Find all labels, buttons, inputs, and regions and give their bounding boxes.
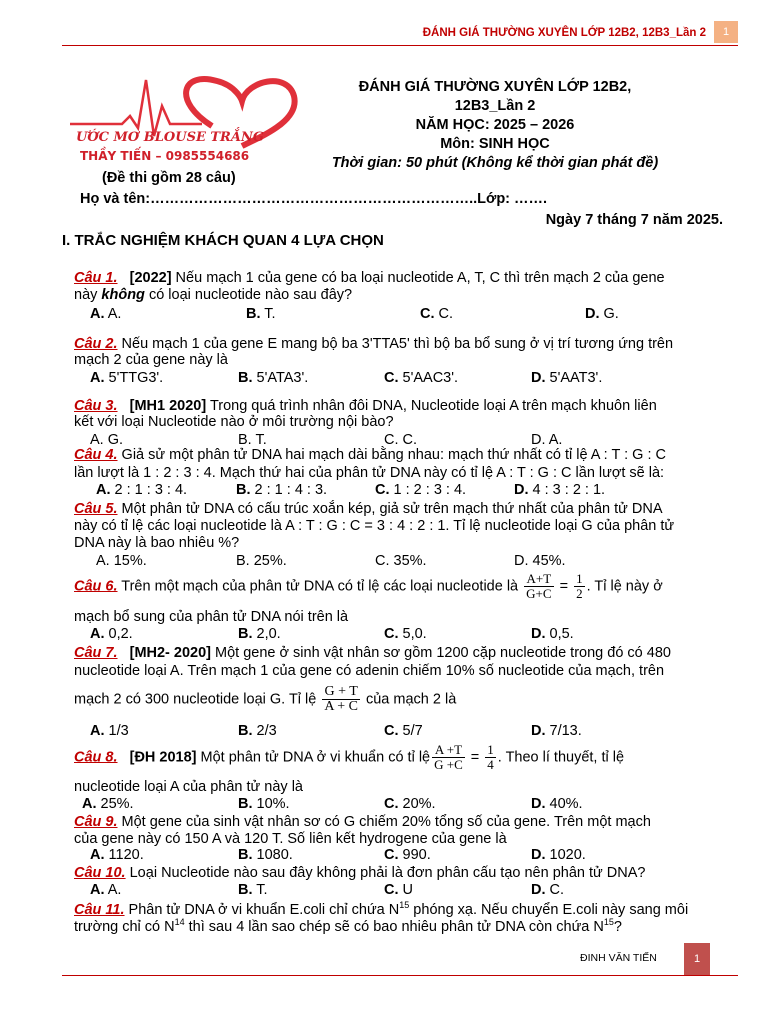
superscript: 14 <box>174 917 185 927</box>
question-text: ? <box>613 918 622 935</box>
fraction: $\frac{1}{4}$ <box>487 742 494 772</box>
question-5-line3: DNA này là bao nhiêu %? <box>74 535 240 551</box>
option-a[interactable]: A. A. <box>90 306 122 322</box>
option-a[interactable]: A. 25%. <box>82 796 134 812</box>
header-page-number: 1 <box>714 21 738 43</box>
question-tag: [MH2- 2020] <box>129 645 211 661</box>
question-text: Một gene của sinh vật nhân sơ có G chiếm 20% tổng số của gene. Trên một mạch <box>117 814 651 830</box>
option-d[interactable]: D. C. <box>531 882 565 898</box>
student-info-line: Họ và tên:…………………………………………………………..Lớp: ……. <box>80 191 548 207</box>
question-2-line2: mạch 2 của gene này là <box>74 352 228 368</box>
option-a[interactable]: A. A. <box>90 882 122 898</box>
question-label: Câu 8. <box>74 749 118 766</box>
question-label: Câu 4. <box>74 447 118 463</box>
question-label: Câu 11. <box>74 901 125 918</box>
logo-contact: THẦY TIẾN – 0985554686 <box>80 149 250 163</box>
question-label: Câu 3. <box>74 398 118 414</box>
question-11 <box>74 900 688 918</box>
option-a[interactable]: A. 15%. <box>96 553 147 569</box>
option-b[interactable]: B. 5'ATA3'. <box>238 370 309 386</box>
logo <box>62 66 312 168</box>
option-c[interactable]: C. 35%. <box>375 553 427 569</box>
question-5-line2: này có tỉ lệ các loại nucleotide là A : T : G : C = 3 : 4 : 2 : 1. Tỉ lệ nucleotide loại G của phân tử <box>74 518 675 534</box>
question-label: Câu 9. <box>74 814 118 830</box>
question-text: Trên một mạch của phân tử DNA có tỉ lệ các loại nucleotide là <box>117 578 519 595</box>
question-text: . Theo lí thuyết, tỉ lệ <box>497 749 625 766</box>
option-b[interactable]: B. 25%. <box>236 553 287 569</box>
question-label: Câu 6. <box>74 578 118 595</box>
superscript: 15 <box>399 900 410 910</box>
option-d[interactable]: D. 5'AAT3'. <box>531 370 603 386</box>
option-c[interactable]: C. U <box>384 882 413 898</box>
header-divider <box>62 45 738 46</box>
option-d[interactable]: D. 0,5. <box>531 626 574 642</box>
question-label: Câu 10. <box>74 865 126 881</box>
question-text: thì sau 4 lần sao chép sẽ có bao nhiêu phân tử DNA còn chứa N <box>184 918 604 935</box>
option-d[interactable]: D. 40%. <box>531 796 583 812</box>
option-c[interactable]: C. 20%. <box>384 796 436 812</box>
option-a[interactable]: A. 0,2. <box>90 626 133 642</box>
question-text: Một gene ở sinh vật nhân sơ gồm 1200 cặp nucleotide trong đó có 480 <box>211 645 671 661</box>
section-title: I. TRẮC NGHIỆM KHÁCH QUAN 4 LỰA CHỌN <box>62 232 384 249</box>
option-c[interactable]: C. 1 : 2 : 3 : 4. <box>375 482 467 498</box>
option-a[interactable]: A. G. <box>90 432 124 448</box>
question-1-line2 <box>74 287 352 303</box>
question-10 <box>74 865 645 881</box>
question-6-line2: mạch bổ sung của phân tử DNA nói trên là <box>74 609 349 625</box>
option-d[interactable]: D. 45%. <box>514 553 566 569</box>
option-c[interactable]: C. C. <box>420 306 454 322</box>
logo-brand: ƯỚC MƠ BLOUSE TRẮNG <box>76 130 264 145</box>
question-text: Một phân tử DNA ở vi khuẩn có tỉ lệ <box>196 749 431 766</box>
fraction: $\frac{A +T}{G +C}$ <box>434 742 463 772</box>
option-c[interactable]: C. 5,0. <box>384 626 427 642</box>
question-7-line3 <box>74 685 456 714</box>
question-text: của mạch 2 là <box>361 691 457 708</box>
footer-author: ĐINH VĂN TIẾN <box>580 952 657 964</box>
question-text: mạch 2 có 300 nucleotide loại G. Tỉ lệ <box>74 691 317 708</box>
option-a[interactable]: A. 1120. <box>90 847 144 863</box>
option-b[interactable]: B. T. <box>238 432 267 448</box>
option-b[interactable]: B. 10%. <box>238 796 290 812</box>
question-4 <box>74 447 666 463</box>
running-header: ĐÁNH GIÁ THƯỜNG XUYÊN LỚP 12B2, 12B3_Lần 2 <box>422 27 706 39</box>
option-b[interactable]: B. T. <box>246 306 276 322</box>
question-8: Câu 8. [ĐH 2018] Một phân tử DNA ở vi khuẩn có tỉ lệ $\frac{A +T}{G +C}$ = $\frac{1}{4}$ . Theo lí thuyết, tỉ lệ <box>74 742 625 772</box>
option-a[interactable]: A. 5'TTG3'. <box>90 370 164 386</box>
question-text: Một phân tử DNA có cấu trúc xoắn kép, giả sử trên mạch thứ nhất của phân tử DNA <box>117 501 663 517</box>
option-c[interactable]: C. 5'AAC3'. <box>384 370 459 386</box>
question-tag: [ĐH 2018] <box>129 749 197 766</box>
option-b[interactable]: B. T. <box>238 882 268 898</box>
question-text: phóng xạ. Nếu chuyển E.coli này sang môi <box>409 901 689 918</box>
question-text: Nếu mạch 1 của gene E mang bộ ba 3'TTA5' thì bộ ba bổ sung ở vị trí tương ứng trên <box>117 336 674 352</box>
question-text: Giả sử một phân tử DNA hai mạch dài bằng nhau: mạch thứ nhất có tỉ lệ A : T : G : C <box>117 447 666 463</box>
option-d[interactable]: D. 7/13. <box>531 723 582 739</box>
subject: Môn: SINH HỌC <box>440 136 550 152</box>
question-text: trường chỉ có N <box>74 918 175 935</box>
question-label: Câu 7. <box>74 645 118 661</box>
exam-title: ĐÁNH GIÁ THƯỜNG XUYÊN LỚP 12B2, 12B3_Lần 2 <box>358 79 632 114</box>
option-a[interactable]: A. 2 : 1 : 3 : 4. <box>96 482 188 498</box>
option-b[interactable]: B. 1080. <box>238 847 293 863</box>
question-label: Câu 5. <box>74 501 118 517</box>
option-b[interactable]: B. 2,0. <box>238 626 281 642</box>
exam-title-block <box>330 78 660 173</box>
exam-date: Ngày 7 tháng 7 năm 2025. <box>545 212 723 228</box>
option-c[interactable]: C. 990. <box>384 847 431 863</box>
question-9 <box>74 814 651 830</box>
option-b[interactable]: B. 2 : 1 : 4 : 3. <box>236 482 328 498</box>
fraction: $\frac{A+T}{G+C}$ <box>526 571 552 601</box>
question-text: Phân tử DNA ở vi khuẩn E.coli chỉ chứa N <box>124 901 400 918</box>
question-label: Câu 2. <box>74 336 118 352</box>
question-text: Loại Nucleotide nào sau đây không phải là đơn phân cấu tạo nên phân tử DNA? <box>125 865 646 881</box>
option-c[interactable]: C. C. <box>384 432 418 448</box>
question-text: có loại nucleotide nào sau đây? <box>144 287 353 303</box>
question-2 <box>74 336 673 352</box>
option-d[interactable]: D. 4 : 3 : 2 : 1. <box>514 482 606 498</box>
question-7 <box>74 645 671 661</box>
question-6: Câu 6. Trên một mạch của phân tử DNA có tỉ lệ các loại nucleotide là $\frac{A+T}{G+C}$ = $\frac{1}{2}$ . Tỉ lệ này ở <box>74 571 663 601</box>
question-3 <box>74 398 657 414</box>
question-tag: [MH1 2020] <box>129 398 207 414</box>
option-d[interactable]: D. A. <box>531 432 563 448</box>
question-7-line2: nucleotide loại A. Trên mạch 1 của gene có adenin chiếm 10% số nucleotide của mạch, trên <box>74 663 665 679</box>
fraction: $\frac{1}{2}$ <box>576 571 583 601</box>
footer-divider <box>62 975 738 976</box>
option-a[interactable]: A. 1/3 <box>90 723 129 739</box>
question-count: (Đề thi gồm 28 câu) <box>102 170 236 186</box>
question-11-line2 <box>74 917 622 935</box>
question-3-line2: kết với loại Nucleotide nào ở môi trường nội bào? <box>74 414 394 430</box>
question-text: này <box>74 287 102 303</box>
question-text: Nếu mạch 1 của gene có ba loại nucleotide A, T, C thì trên mạch 2 của gene <box>171 270 665 286</box>
question-text: Trong quá trình nhân đôi DNA, Nucleotide loại A trên mạch khuôn liên <box>206 398 657 414</box>
emphasis-text: không <box>101 287 145 303</box>
school-year: NĂM HỌC: 2025 – 2026 <box>415 117 575 133</box>
question-4-line2: lần lượt là 1 : 2 : 3 : 4. Mạch thứ hai của phân tử DNA này có tỉ lệ A : T : G : C lần lượt sẽ là: <box>74 465 665 481</box>
question-text: . Tỉ lệ này ở <box>586 578 663 595</box>
question-8-line2: nucleotide loại A của phân tử này là <box>74 779 303 795</box>
question-9-line2: của gene này có 150 A và 120 T. Số liên kết hydrogene của gene là <box>74 831 507 847</box>
option-c[interactable]: C. 5/7 <box>384 723 423 739</box>
fraction: $\frac{G + T}{A + C}$ <box>324 684 358 714</box>
option-d[interactable]: D. 1020. <box>531 847 586 863</box>
option-d[interactable]: D. G. <box>585 306 619 322</box>
question-tag: [2022] <box>129 270 172 286</box>
question-5 <box>74 501 663 517</box>
footer-page-number: 1 <box>684 943 710 975</box>
option-b[interactable]: B. 2/3 <box>238 723 277 739</box>
superscript: 15 <box>603 917 614 927</box>
question-label: Câu 1. <box>74 270 118 286</box>
duration: Thời gian: 50 phút (Không kể thời gian phát đề) <box>331 155 659 171</box>
question-1 <box>74 270 665 286</box>
